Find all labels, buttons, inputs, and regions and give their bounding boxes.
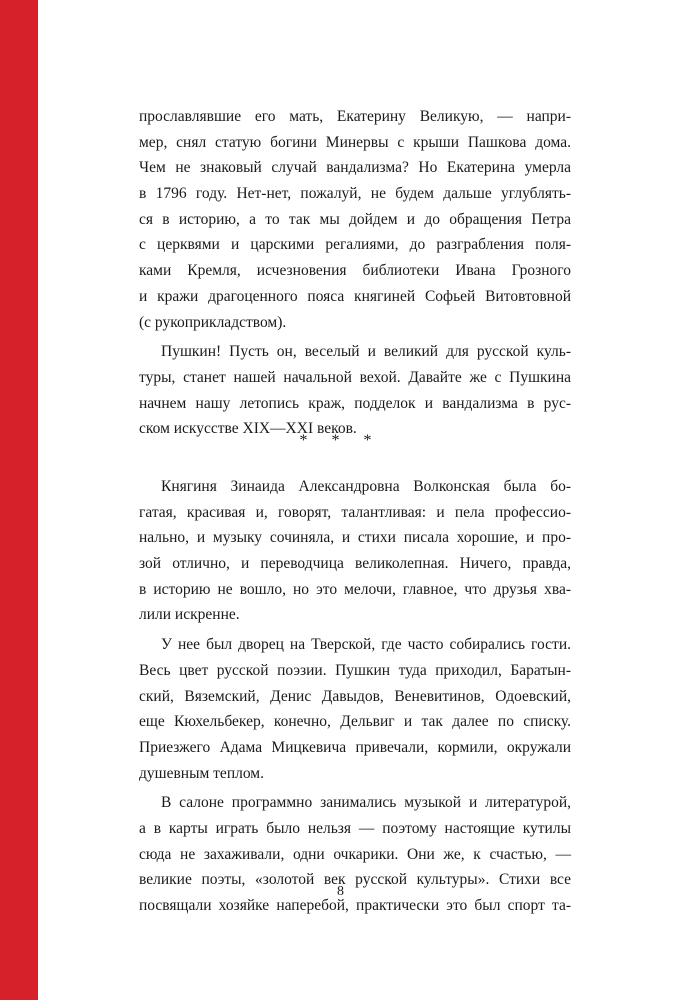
text-line: сюда не захаживали, одни очкарики. Они же, к счастью, — — [139, 845, 571, 863]
text-line: ском искусстве XIX—XXI веков. — [139, 420, 357, 438]
text-line: душевным теплом. — [139, 764, 264, 782]
text-line: мер, снял статую богини Минервы с крыши Пашкова дома. — [139, 133, 571, 151]
text-line: ский, Вяземский, Денис Давыдов, Веневитинов, Одоевский, — [139, 687, 571, 705]
text-line: гатая, красивая и, говорят, талантливая: и пела профессио- — [139, 503, 571, 521]
text-line: ся в историю, а то так мы дойдем и до обращения Петра — [139, 210, 571, 228]
paragraph — [139, 339, 571, 442]
text-line: Княгиня Зинаида Александровна Волконская была бо- — [161, 478, 571, 495]
text-block-bottom — [139, 474, 571, 919]
text-line: в историю не вошло, но это мелочи, главное, что друзья хва- — [139, 580, 571, 598]
text-line: в 1796 году. Нет-нет, пожалуй, не будем дальше углублять- — [139, 185, 571, 203]
text-block-top — [139, 104, 571, 442]
text-line: Пушкин! Пусть он, веселый и великий для русской куль- — [161, 343, 571, 361]
text-line: с церквями и царскими регалиями, до разграбления поля- — [139, 236, 571, 254]
text-line: прославлявшие его мать, Екатерину Великую, — напри- — [139, 108, 571, 125]
text-line: Весь цвет русской поэзии. Пушкин туда приходил, Баратын- — [139, 661, 571, 679]
text-line: великие поэты, «золотой век русской культуры». Стихи все — [139, 871, 571, 889]
text-line: нально, и музыку сочиняла, и стихи писала хорошие, и про- — [139, 529, 571, 547]
text-line: туры, станет нашей начальной вехой. Давайте же с Пушкина — [139, 368, 571, 386]
text-line: У нее был дворец на Тверской, где часто собирались гости. — [161, 636, 571, 654]
text-line: а в карты играть было нельзя — поэтому настоящие кутилы — [139, 819, 571, 837]
text-line: (с рукоприкладством). — [139, 313, 287, 331]
text-line: ками Кремля, исчезновения библиотеки Ивана Грозного — [139, 262, 571, 280]
text-line: Приезжего Адама Мицкевича привечали, кормили, окружали — [139, 738, 571, 756]
text-line: и кражи драгоценного пояса княгиней Софьей Витовтовной — [139, 287, 571, 305]
paragraph — [139, 632, 571, 786]
text-line: Чем не знаковый случай вандализма? Но Екатерина умерла — [139, 159, 571, 177]
text-line: еще Кюхельбекер, конечно, Дельвиг и так далее по списку. — [139, 713, 571, 731]
paragraph — [139, 474, 571, 628]
red-side-band — [0, 0, 38, 1000]
section-separator: * * * — [299, 432, 382, 449]
text-line: В салоне программно занимались музыкой и литературой, — [161, 794, 571, 812]
paragraph — [139, 104, 571, 335]
text-line: начнем нашу летопись краж, подделок и вандализма в рус- — [139, 394, 571, 412]
text-line: посвящали хозяйке наперебой, практически это был спорт та- — [139, 897, 571, 914]
page-number: 8 — [337, 884, 344, 899]
text-line: зой отлично, и переводчица великолепная. Ничего, правда, — [139, 555, 571, 573]
text-line: лили искренне. — [139, 606, 240, 624]
